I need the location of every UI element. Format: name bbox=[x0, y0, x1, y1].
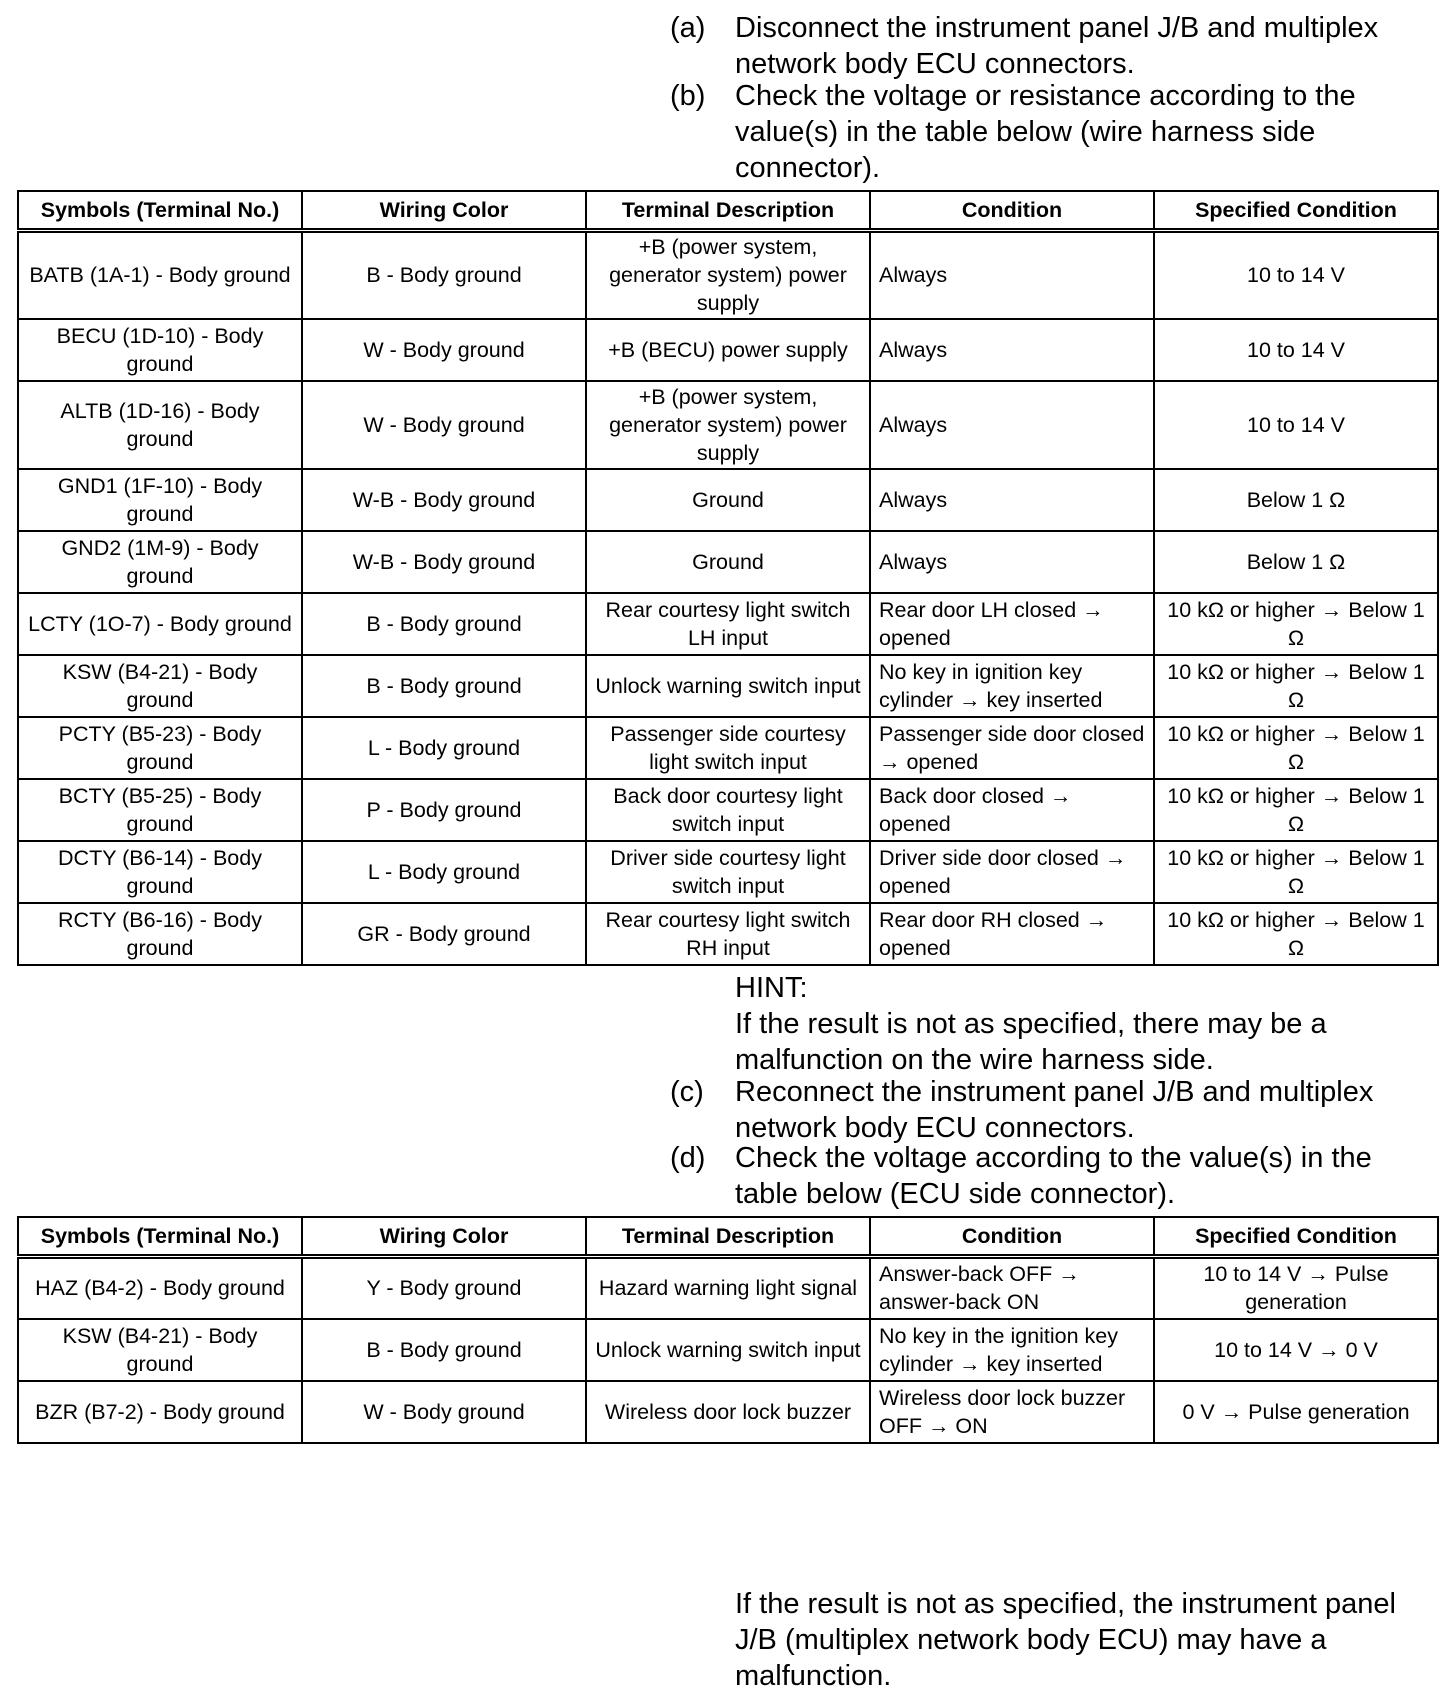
table-row bbox=[18, 231, 1438, 319]
condition-cell: No key in the ignition key cylinder → key inserted bbox=[870, 1319, 1154, 1381]
header-specified-condition: Specified Condition bbox=[1154, 191, 1438, 231]
condition-cell: No key in ignition key cylinder → key inserted bbox=[870, 655, 1154, 717]
symbol-cell: BECU (1D-10) - Body ground bbox=[18, 319, 302, 381]
symbol-cell: GND1 (1F-10) - Body ground bbox=[18, 469, 302, 531]
header-terminal-description: Terminal Description bbox=[586, 191, 870, 231]
symbol-cell: BCTY (B5-25) - Body ground bbox=[18, 779, 302, 841]
table-row bbox=[18, 717, 1438, 779]
symbol-cell: LCTY (1O-7) - Body ground bbox=[18, 593, 302, 655]
terminal-description-cell: +B (power system, generator system) power supply bbox=[586, 381, 870, 469]
terminal-description-cell: Unlock warning switch input bbox=[586, 655, 870, 717]
specified-condition-cell: 10 to 14 V bbox=[1154, 231, 1438, 319]
wiring-color-cell: L - Body ground bbox=[302, 841, 586, 903]
symbol-cell: HAZ (B4-2) - Body ground bbox=[18, 1257, 302, 1319]
specified-condition-cell: 0 V → Pulse generation bbox=[1154, 1381, 1438, 1443]
symbol-cell: KSW (B4-21) - Body ground bbox=[18, 1319, 302, 1381]
specified-condition-cell: 10 to 14 V bbox=[1154, 381, 1438, 469]
table-row bbox=[18, 319, 1438, 381]
condition-cell: Back door closed → opened bbox=[870, 779, 1154, 841]
hint-text: If the result is not as specified, there may be a malfunction on the wire harness side. bbox=[735, 1008, 1327, 1076]
ecu-side-table bbox=[17, 1216, 1439, 1444]
hint-label: HINT: bbox=[735, 972, 808, 1004]
table-row bbox=[18, 1257, 1438, 1319]
symbol-cell: DCTY (B6-14) - Body ground bbox=[18, 841, 302, 903]
harness-side-table bbox=[17, 190, 1439, 966]
specified-condition-cell: Below 1 Ω bbox=[1154, 469, 1438, 531]
step-b-label: (b) bbox=[670, 80, 706, 112]
wiring-color-cell: P - Body ground bbox=[302, 779, 586, 841]
wiring-color-cell: B - Body ground bbox=[302, 231, 586, 319]
terminal-description-cell: Unlock warning switch input bbox=[586, 1319, 870, 1381]
wiring-color-cell: W - Body ground bbox=[302, 1381, 586, 1443]
terminal-description-cell: Back door courtesy light switch input bbox=[586, 779, 870, 841]
specified-condition-cell: 10 to 14 V bbox=[1154, 319, 1438, 381]
header-wiring-color: Wiring Color bbox=[302, 1217, 586, 1257]
header-symbols: Symbols (Terminal No.) bbox=[18, 191, 302, 231]
terminal-description-cell: Rear courtesy light switch RH input bbox=[586, 903, 870, 965]
terminal-description-cell: Rear courtesy light switch LH input bbox=[586, 593, 870, 655]
table-row bbox=[18, 531, 1438, 593]
symbol-cell: KSW (B4-21) - Body ground bbox=[18, 655, 302, 717]
wiring-color-cell: W-B - Body ground bbox=[302, 531, 586, 593]
wiring-color-cell: B - Body ground bbox=[302, 593, 586, 655]
table-row bbox=[18, 841, 1438, 903]
table-row bbox=[18, 1319, 1438, 1381]
table-row bbox=[18, 593, 1438, 655]
header-wiring-color: Wiring Color bbox=[302, 191, 586, 231]
table-row bbox=[18, 903, 1438, 965]
terminal-description-cell: Driver side courtesy light switch input bbox=[586, 841, 870, 903]
specified-condition-cell: 10 to 14 V → Pulse generation bbox=[1154, 1257, 1438, 1319]
step-d-label: (d) bbox=[670, 1142, 706, 1174]
header-condition: Condition bbox=[870, 191, 1154, 231]
hint-block bbox=[735, 970, 1435, 1078]
condition-cell: Rear door LH closed → opened bbox=[870, 593, 1154, 655]
wiring-color-cell: W - Body ground bbox=[302, 381, 586, 469]
result-note: If the result is not as specified, the instrument panel J/B (multiplex network body ECU) may have a malfunction. bbox=[735, 1588, 1396, 1692]
condition-cell: Passenger side door closed → opened bbox=[870, 717, 1154, 779]
wiring-color-cell: B - Body ground bbox=[302, 655, 586, 717]
header-terminal-description: Terminal Description bbox=[586, 1217, 870, 1257]
symbol-cell: ALTB (1D-16) - Body ground bbox=[18, 381, 302, 469]
table-row bbox=[18, 779, 1438, 841]
condition-cell: Always bbox=[870, 381, 1154, 469]
specified-condition-cell: 10 kΩ or higher → Below 1 Ω bbox=[1154, 779, 1438, 841]
condition-cell: Always bbox=[870, 231, 1154, 319]
specified-condition-cell: Below 1 Ω bbox=[1154, 531, 1438, 593]
condition-cell: Always bbox=[870, 469, 1154, 531]
symbol-cell: BATB (1A-1) - Body ground bbox=[18, 231, 302, 319]
header-symbols: Symbols (Terminal No.) bbox=[18, 1217, 302, 1257]
specified-condition-cell: 10 kΩ or higher → Below 1 Ω bbox=[1154, 717, 1438, 779]
table-header-row bbox=[18, 1217, 1438, 1257]
wiring-color-cell: B - Body ground bbox=[302, 1319, 586, 1381]
step-a-text: Disconnect the instrument panel J/B and multiplex network body ECU connectors. bbox=[735, 12, 1379, 80]
specified-condition-cell: 10 kΩ or higher → Below 1 Ω bbox=[1154, 903, 1438, 965]
symbol-cell: BZR (B7-2) - Body ground bbox=[18, 1381, 302, 1443]
terminal-description-cell: +B (BECU) power supply bbox=[586, 319, 870, 381]
step-c-text: Reconnect the instrument panel J/B and multiplex network body ECU connectors. bbox=[735, 1076, 1374, 1144]
terminal-description-cell: Ground bbox=[586, 531, 870, 593]
terminal-description-cell: Wireless door lock buzzer bbox=[586, 1381, 870, 1443]
wiring-color-cell: GR - Body ground bbox=[302, 903, 586, 965]
table-row bbox=[18, 655, 1438, 717]
header-condition: Condition bbox=[870, 1217, 1154, 1257]
symbol-cell: RCTY (B6-16) - Body ground bbox=[18, 903, 302, 965]
specified-condition-cell: 10 kΩ or higher → Below 1 Ω bbox=[1154, 593, 1438, 655]
wiring-color-cell: L - Body ground bbox=[302, 717, 586, 779]
condition-cell: Driver side door closed → opened bbox=[870, 841, 1154, 903]
specified-condition-cell: 10 to 14 V → 0 V bbox=[1154, 1319, 1438, 1381]
symbol-cell: PCTY (B5-23) - Body ground bbox=[18, 717, 302, 779]
terminal-description-cell: Ground bbox=[586, 469, 870, 531]
header-specified-condition: Specified Condition bbox=[1154, 1217, 1438, 1257]
terminal-description-cell: +B (power system, generator system) power supply bbox=[586, 231, 870, 319]
wiring-color-cell: W-B - Body ground bbox=[302, 469, 586, 531]
table-row bbox=[18, 469, 1438, 531]
specified-condition-cell: 10 kΩ or higher → Below 1 Ω bbox=[1154, 655, 1438, 717]
terminal-description-cell: Hazard warning light signal bbox=[586, 1257, 870, 1319]
condition-cell: Wireless door lock buzzer OFF → ON bbox=[870, 1381, 1154, 1443]
table-row bbox=[18, 381, 1438, 469]
condition-cell: Rear door RH closed → opened bbox=[870, 903, 1154, 965]
condition-cell: Answer-back OFF → answer-back ON bbox=[870, 1257, 1154, 1319]
terminal-description-cell: Passenger side courtesy light switch input bbox=[586, 717, 870, 779]
step-a-label: (a) bbox=[670, 12, 706, 44]
specified-condition-cell: 10 kΩ or higher → Below 1 Ω bbox=[1154, 841, 1438, 903]
step-c-label: (c) bbox=[670, 1076, 704, 1108]
condition-cell: Always bbox=[870, 319, 1154, 381]
table-row bbox=[18, 1381, 1438, 1443]
step-d-text: Check the voltage according to the value(s) in the table below (ECU side connector). bbox=[735, 1142, 1372, 1210]
table-header-row bbox=[18, 191, 1438, 231]
wiring-color-cell: W - Body ground bbox=[302, 319, 586, 381]
condition-cell: Always bbox=[870, 531, 1154, 593]
wiring-color-cell: Y - Body ground bbox=[302, 1257, 586, 1319]
step-b-text: Check the voltage or resistance according to the value(s) in the table below (wire harness side connector). bbox=[735, 80, 1356, 184]
symbol-cell: GND2 (1M-9) - Body ground bbox=[18, 531, 302, 593]
